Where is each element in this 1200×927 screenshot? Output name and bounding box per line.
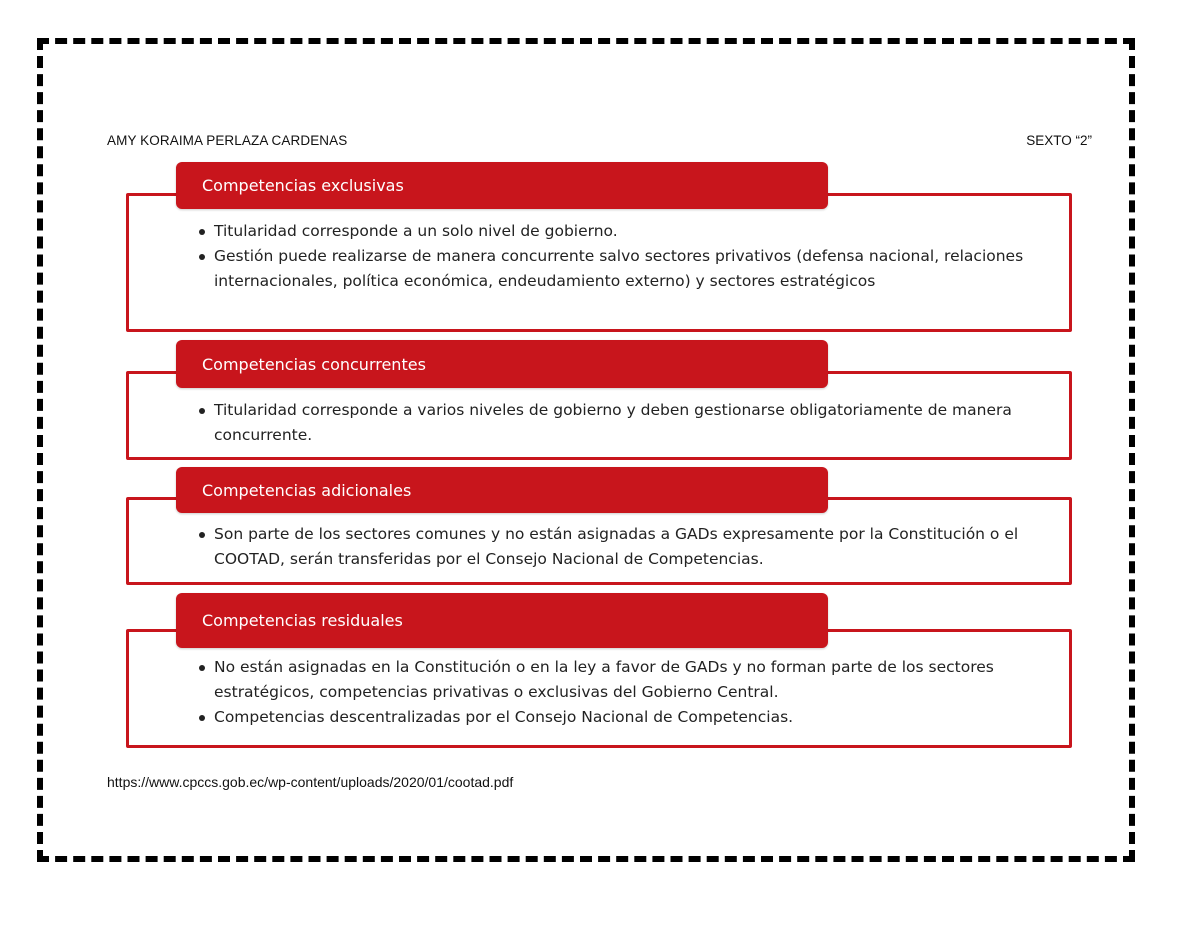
section-title: Competencias concurrentes	[176, 340, 828, 388]
section-exclusivas	[126, 162, 1072, 334]
source-link[interactable]: https://www.cpccs.gob.ec/wp-content/uploads/2020/01/cootad.pdf	[107, 774, 514, 790]
section-title: Competencias residuales	[176, 593, 828, 648]
bullet-list	[198, 655, 1032, 730]
grade-label: SEXTO “2”	[1026, 133, 1092, 148]
bullet-list	[198, 398, 1032, 448]
section-concurrentes	[126, 340, 1072, 460]
section-title: Competencias exclusivas	[176, 162, 828, 209]
bullet-item: No están asignadas en la Constitución o en la ley a favor de GADs y no forman parte de los sectores estratégicos, competencias privativas o exclusivas del Gobierno Central.	[198, 655, 1032, 705]
section-adicionales	[126, 467, 1072, 585]
section-title: Competencias adicionales	[176, 467, 828, 513]
bullet-item: Titularidad corresponde a un solo nivel de gobierno.	[198, 219, 1032, 244]
bullet-item: Titularidad corresponde a varios niveles de gobierno y deben gestionarse obligatoriamente de manera concurrente.	[198, 398, 1032, 448]
section-residuales	[126, 593, 1072, 748]
bullet-item: Gestión puede realizarse de manera concurrente salvo sectores privativos (defensa nacional, relaciones internacionales, política económica, endeudamiento externo) y sectores estratégicos	[198, 244, 1032, 294]
bullet-item: Competencias descentralizadas por el Consejo Nacional de Competencias.	[198, 705, 1032, 730]
bullet-list	[198, 522, 1032, 572]
bullet-list	[198, 219, 1032, 294]
author-name: AMY KORAIMA PERLAZA CARDENAS	[107, 133, 348, 148]
bullet-item: Son parte de los sectores comunes y no están asignadas a GADs expresamente por la Constitución o el COOTAD, serán transferidas por el Consejo Nacional de Competencias.	[198, 522, 1032, 572]
